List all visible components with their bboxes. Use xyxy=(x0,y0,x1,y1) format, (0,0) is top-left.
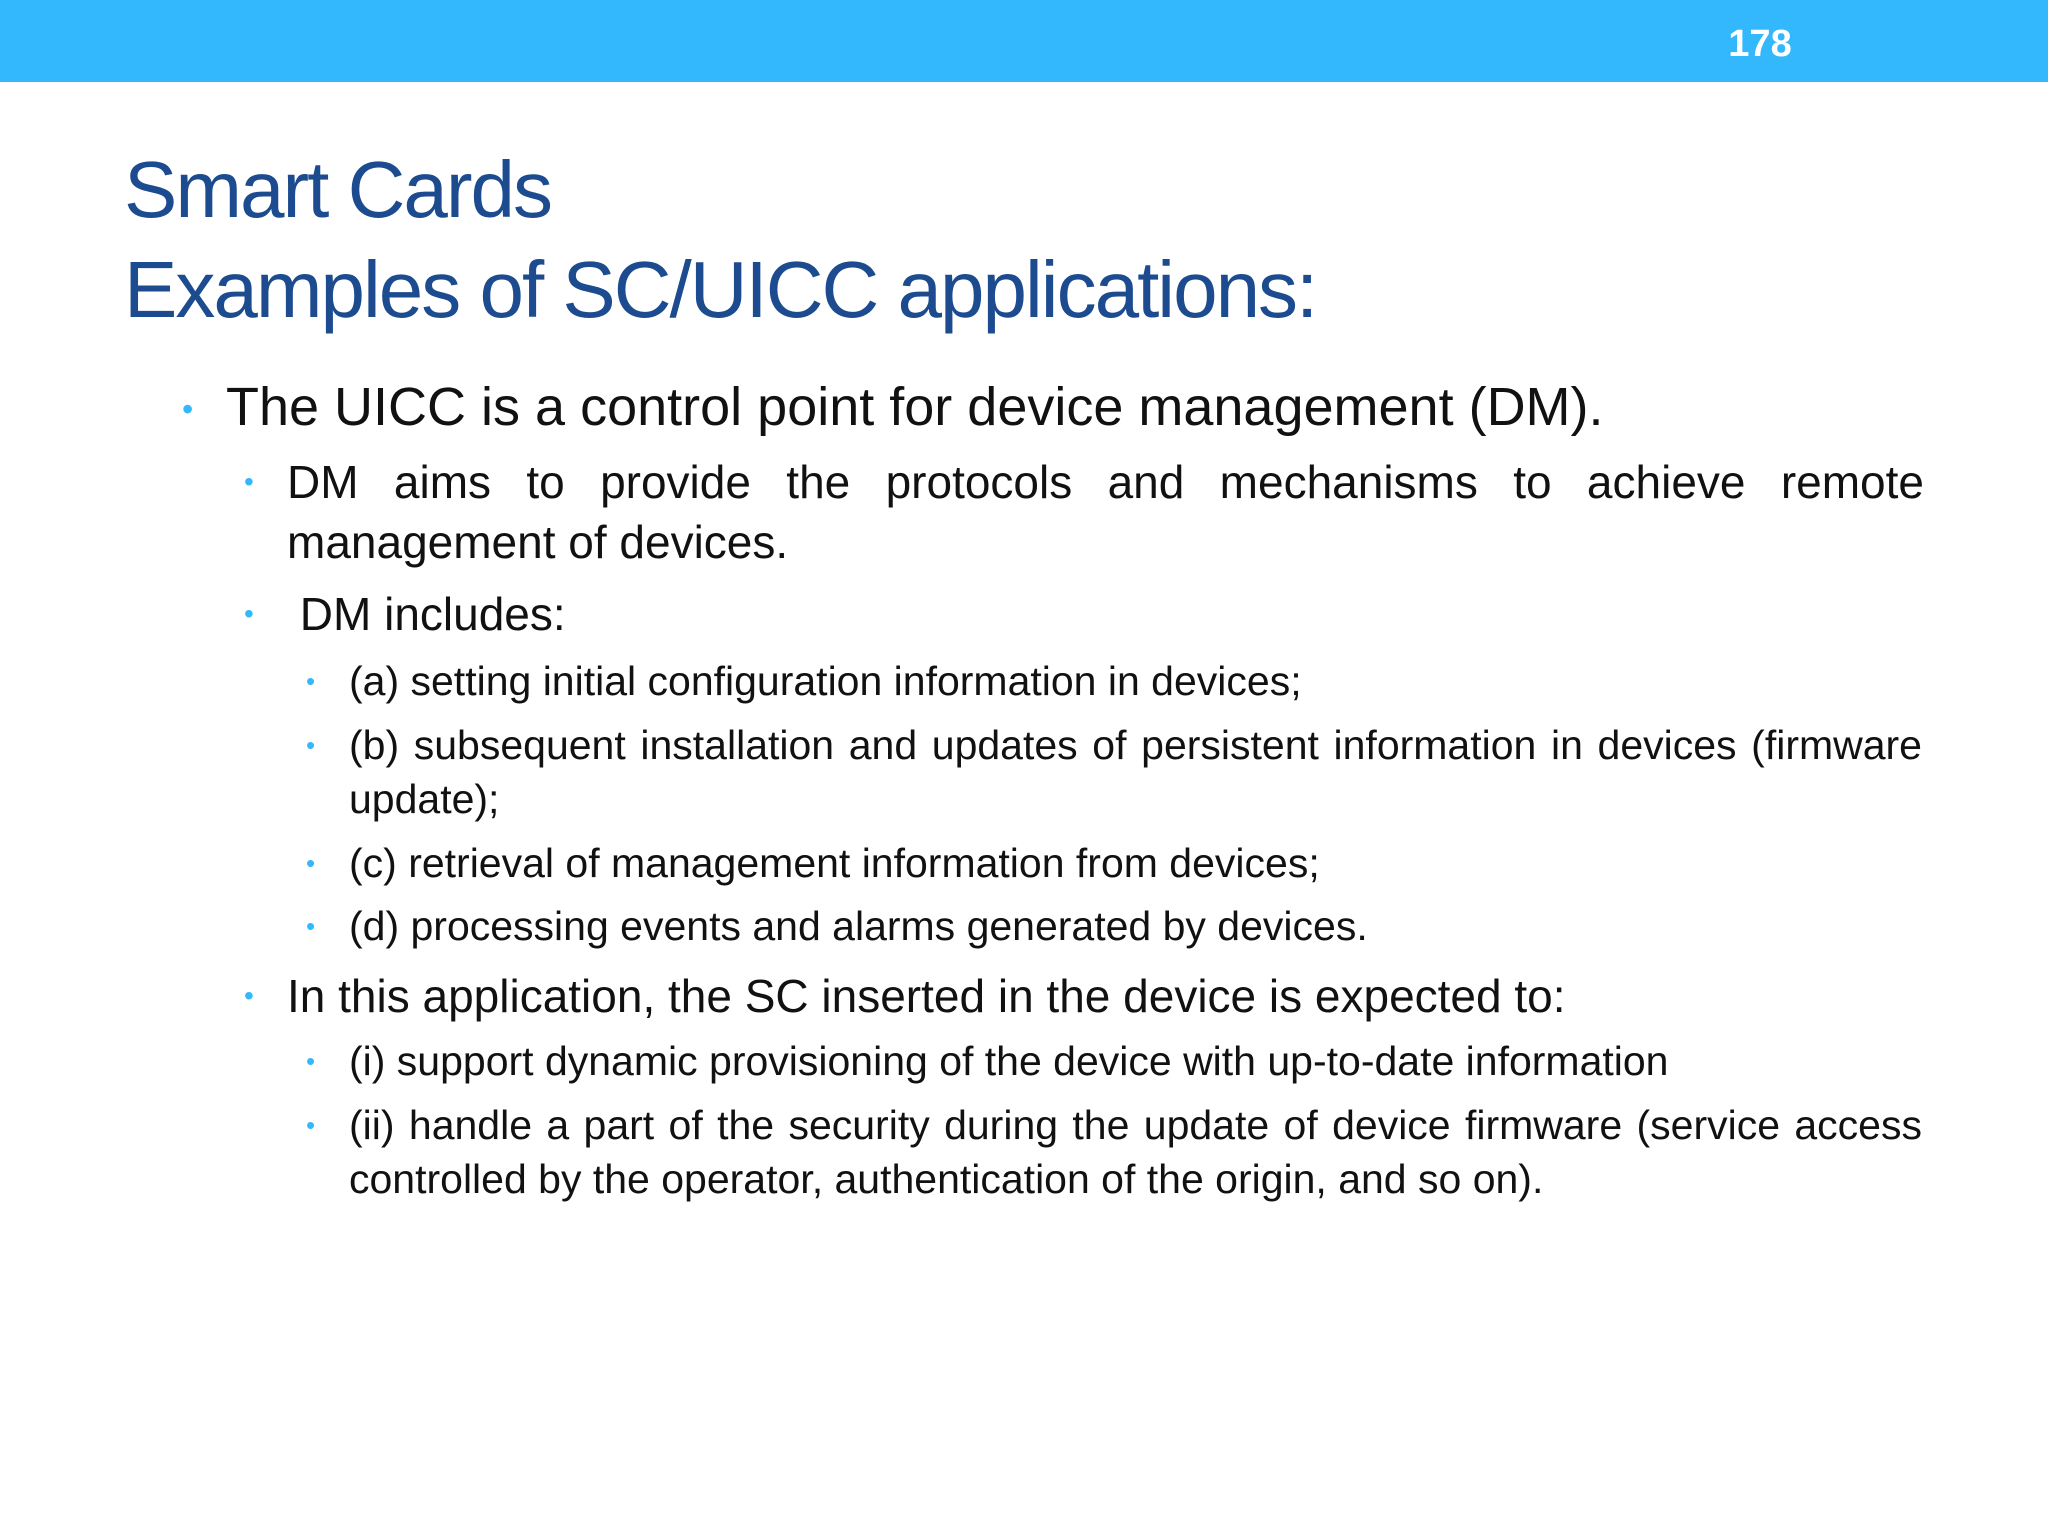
bullet-dot-icon: • xyxy=(306,1110,316,1140)
bullet-text: (a) setting initial configuration information in devices; xyxy=(349,658,1302,704)
bullet-dot-icon: • xyxy=(306,1046,316,1076)
bullet-dot-icon: • xyxy=(244,980,254,1011)
bullet-dot-icon: • xyxy=(306,730,316,760)
bullet-dot-icon: • xyxy=(306,666,316,696)
bullet-text: DM aims to provide the protocols and mechanisms to achieve remote management of devices. xyxy=(287,456,1924,568)
bullet-text: (d) processing events and alarms generated by devices. xyxy=(349,903,1368,949)
bullet-dot-icon: • xyxy=(306,848,316,878)
bullet-dot-icon: • xyxy=(244,598,254,629)
bullet-text: DM includes: xyxy=(287,588,566,640)
page-number: 178 xyxy=(1728,23,1792,65)
bullet-text: The UICC is a control point for device management (DM). xyxy=(226,377,1604,437)
bullet-dot-icon: • xyxy=(182,391,194,427)
bullet-text: (b) subsequent installation and updates of persistent information in devices (firmware update); xyxy=(349,722,1922,822)
bullet-text: (i) support dynamic provisioning of the device with up-to-date information xyxy=(349,1038,1669,1084)
title-line-2: Examples of SC/UICC applications: xyxy=(124,245,1317,334)
bullet-text: (ii) handle a part of the security during the update of device firmware (service access controlled by the operator, authentication of the origin, and so on). xyxy=(349,1102,1922,1202)
bullet-text: (c) retrieval of management information from devices; xyxy=(349,840,1320,886)
title-line-1: Smart Cards xyxy=(124,145,551,234)
bullet-dot-icon: • xyxy=(306,911,316,941)
bullet-text: In this application, the SC inserted in the device is expected to: xyxy=(287,970,1566,1022)
bullet-dot-icon: • xyxy=(244,466,254,497)
